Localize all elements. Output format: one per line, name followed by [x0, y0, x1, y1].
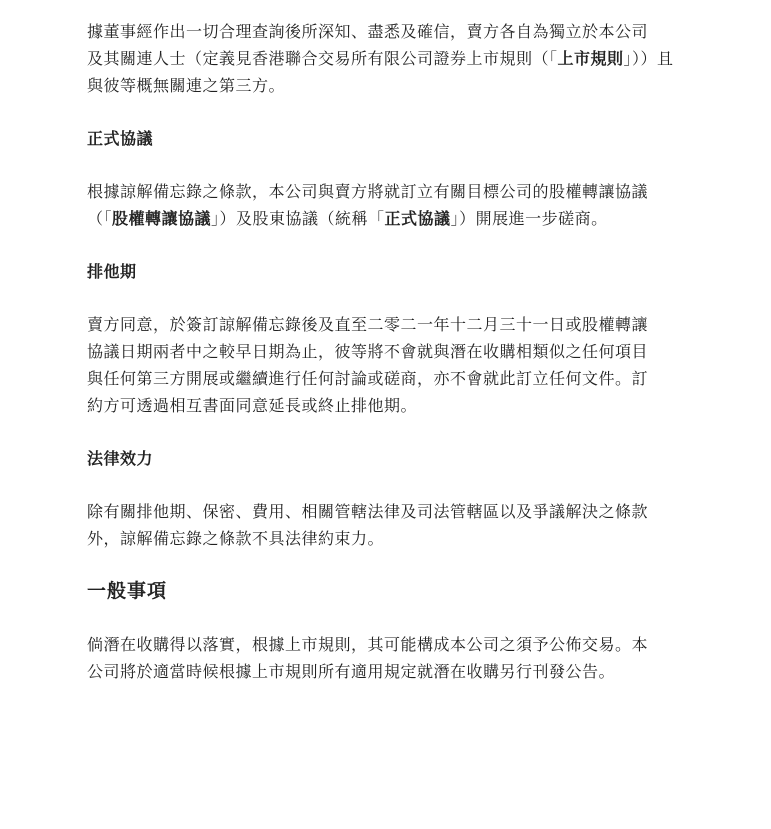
paragraph-formal-agreement: [87, 178, 693, 232]
defined-term-listing-rules: 上市規則: [557, 49, 624, 68]
paragraph-line: 賣方同意，於簽訂諒解備忘錄後及直至二零二一年十二月三十一日或股權轉讓: [87, 315, 649, 334]
paragraph-line: 與彼等概無關連之第三方。: [87, 76, 286, 95]
paragraph-line: [87, 205, 693, 232]
text-run: 」）開展進一步磋商。: [450, 209, 608, 228]
paragraph-line: 約方可透過相互書面同意延長或終止排他期。: [87, 396, 418, 415]
text-run: 」）及股東協議（統稱「: [211, 209, 385, 228]
paragraph-line: 根據諒解備忘錄之條款，本公司與賣方將就訂立有關目標公司的股權轉讓協議: [87, 182, 649, 201]
heading-general-matters: 一般事項: [87, 580, 168, 602]
text-run: （「: [87, 209, 113, 228]
text-run: 」））且: [623, 49, 674, 68]
paragraph-line: 外，諒解備忘錄之條款不具法律約束力。: [87, 529, 385, 548]
paragraph-line: 協議日期兩者中之較早日期為止，彼等將不會就與潛在收購相類似之任何項目: [87, 342, 649, 361]
paragraph-line: [87, 45, 693, 72]
text-run: 及其關連人士（定義見香港聯合交易所有限公司證券上市規則（「: [87, 49, 558, 68]
paragraph-intro: [87, 18, 693, 99]
paragraph-line: 公司將於適當時候根據上市規則所有適用規定就潛在收購另行刊發公告。: [87, 662, 616, 681]
paragraph-general-matters: [87, 631, 693, 685]
paragraph-line: 倘潛在收購得以落實，根據上市規則，其可能構成本公司之須予公佈交易。本: [87, 635, 649, 654]
paragraph-line: 與任何第三方開展或繼續進行任何討論或磋商，亦不會就此訂立任何文件。訂: [87, 369, 649, 388]
heading-exclusivity: 排他期: [87, 262, 137, 281]
heading-legal-effect: 法律效力: [87, 449, 154, 468]
defined-term-formal-agreements: 正式協議: [384, 209, 451, 228]
heading-formal-agreement: 正式協議: [87, 129, 154, 148]
paragraph-line: 除有關排他期、保密、費用、相關管轄法律及司法管轄區以及爭議解決之條款: [87, 502, 649, 521]
paragraph-legal-effect: [87, 498, 693, 552]
paragraph-line: 據董事經作出一切合理查詢後所深知、盡悉及確信，賣方各自為獨立於本公司: [87, 22, 649, 41]
paragraph-exclusivity: [87, 311, 693, 419]
defined-term-equity-transfer-agreement: 股權轉讓協議: [112, 209, 212, 228]
